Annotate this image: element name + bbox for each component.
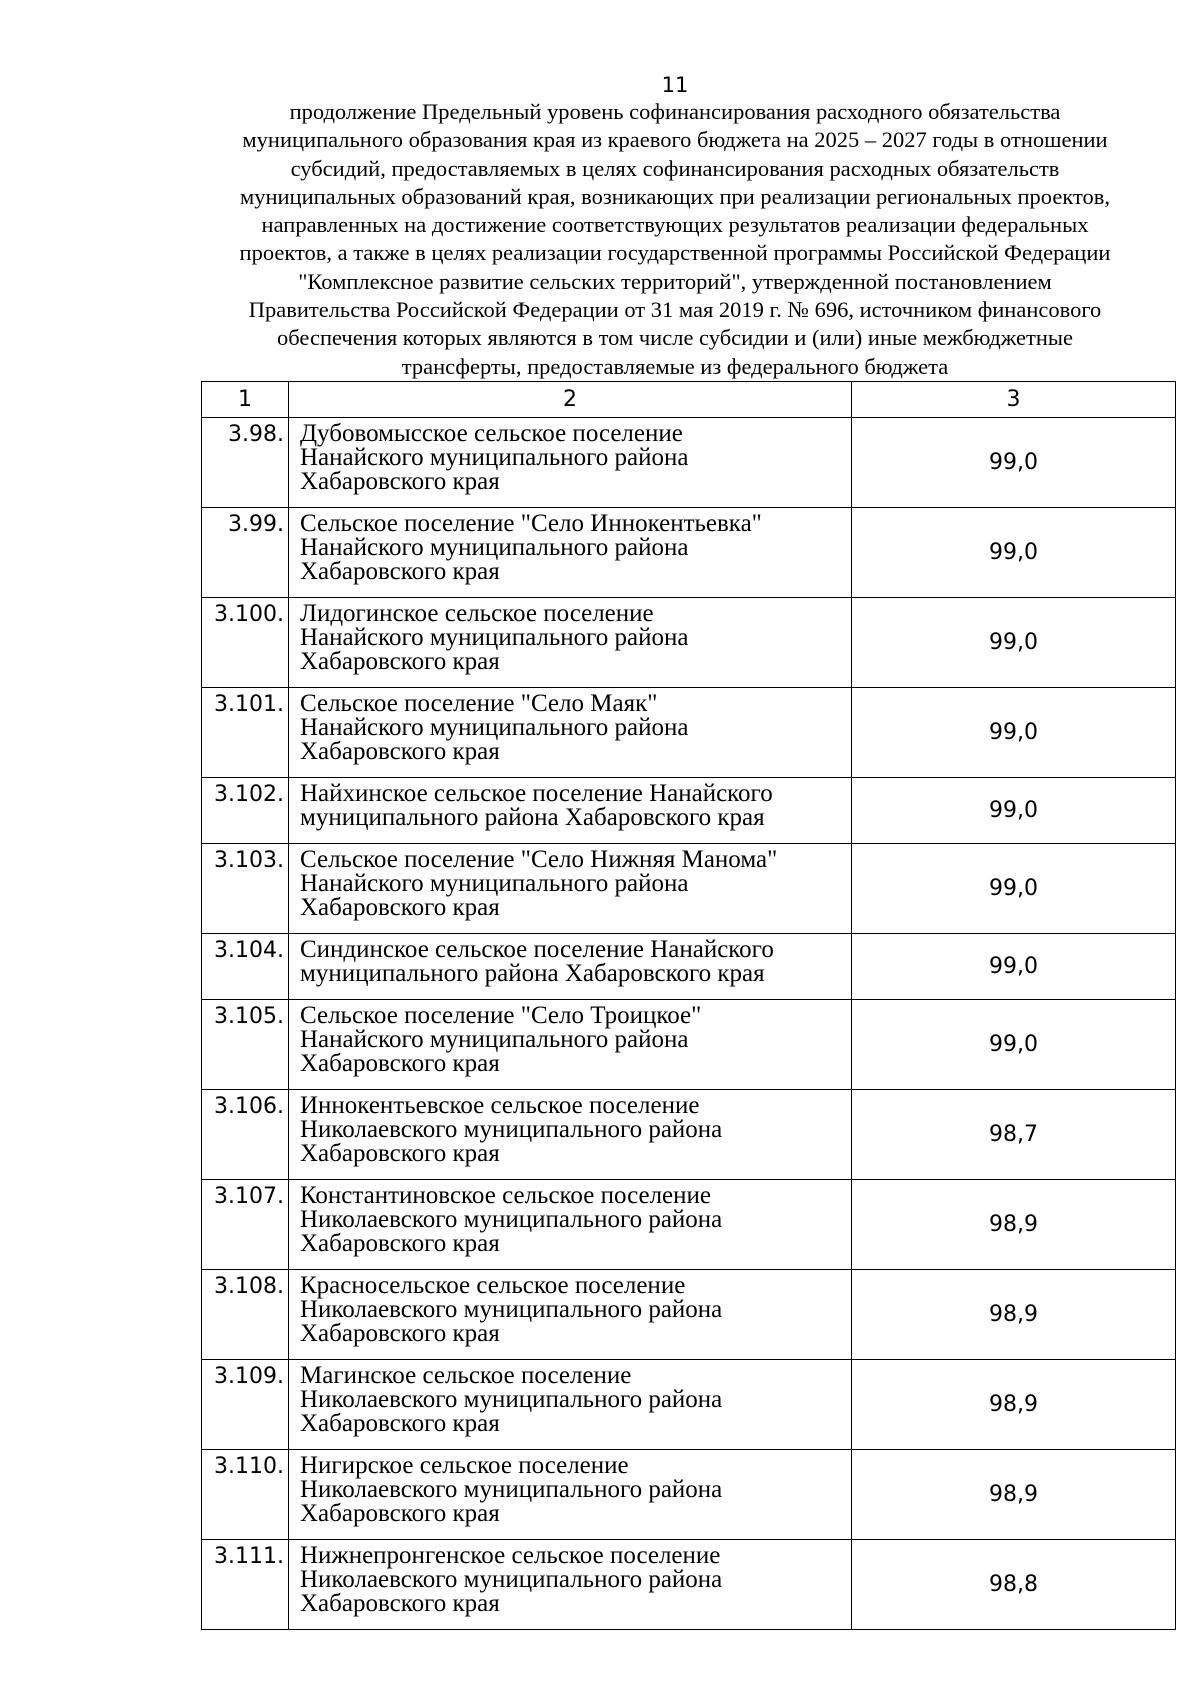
table-row <box>202 508 1176 598</box>
table-row <box>202 844 1176 934</box>
municipality-name <box>289 1000 852 1090</box>
name-line: муниципального района Хабаровского края <box>300 960 765 987</box>
name-line: Нигирское сельское поселение <box>300 1452 629 1479</box>
name-line: Нанайского муниципального района <box>300 534 689 561</box>
row-number: 3.107. <box>202 1180 289 1270</box>
row-number: 3.103. <box>202 844 289 934</box>
table-row <box>202 934 1176 1000</box>
name-line: Николаевского муниципального района <box>300 1386 723 1413</box>
name-line: Николаевского муниципального района <box>300 1296 723 1323</box>
cofinancing-level: 99,0 <box>852 934 1176 1000</box>
name-line: Николаевского муниципального района <box>300 1566 723 1593</box>
municipality-name <box>289 1360 852 1450</box>
table-row <box>202 1540 1176 1630</box>
heading-line: субсидий, предоставляемых в целях софинансирования расходных обязательств <box>290 155 1060 181</box>
name-line: Хабаровского края <box>300 468 500 495</box>
name-line: Хабаровского края <box>300 648 500 675</box>
name-line: Николаевского муниципального района <box>300 1476 723 1503</box>
row-number: 3.99. <box>202 508 289 598</box>
municipality-name <box>289 1180 852 1270</box>
name-line: Сельское поселение "Село Маяк" <box>300 690 658 717</box>
name-line: Дубовомысское сельское поселение <box>300 420 683 447</box>
municipality-name <box>289 1090 852 1180</box>
name-line: Нижнепронгенское сельское поселение <box>300 1542 721 1569</box>
row-number: 3.98. <box>202 418 289 508</box>
name-line: Сельское поселение "Село Троицкое" <box>300 1002 702 1029</box>
cofinancing-level: 99,0 <box>852 844 1176 934</box>
municipality-name <box>289 844 852 934</box>
name-line: Хабаровского края <box>300 1230 500 1257</box>
column-header: 3 <box>852 382 1176 418</box>
name-line: Хабаровского края <box>300 1050 500 1077</box>
row-number: 3.111. <box>202 1540 289 1630</box>
heading-line: направленных на достижение соответствующих результатов реализации федеральных <box>261 212 1089 238</box>
name-line: муниципального района Хабаровского края <box>300 804 765 831</box>
name-line: Синдинское сельское поселение Нанайского <box>300 936 774 963</box>
table-row <box>202 1270 1176 1360</box>
row-number: 3.108. <box>202 1270 289 1360</box>
heading-line: обеспечения которых являются в том числе субсидии и (или) иные межбюджетные <box>277 325 1073 351</box>
heading-line: "Комплексное развитие сельских территорий", утвержденной постановлением <box>298 268 1052 294</box>
table-row <box>202 688 1176 778</box>
municipality-name <box>289 778 852 844</box>
heading-line: трансферты, предоставляемые из федерального бюджета <box>401 353 949 379</box>
table-row <box>202 1450 1176 1540</box>
column-header: 1 <box>202 382 289 418</box>
heading-line: проектов, а также в целях реализации государственной программы Российской Федерации <box>239 240 1111 266</box>
name-line: Хабаровского края <box>300 1590 500 1617</box>
row-number: 3.106. <box>202 1090 289 1180</box>
name-line: Хабаровского края <box>300 1140 500 1167</box>
name-line: Хабаровского края <box>300 894 500 921</box>
cofinancing-level: 99,0 <box>852 1000 1176 1090</box>
page-number: 11 <box>661 73 689 97</box>
name-line: Сельское поселение "Село Иннокентьевка" <box>300 510 762 537</box>
cofinancing-level: 98,9 <box>852 1450 1176 1540</box>
name-line: Николаевского муниципального района <box>300 1116 723 1143</box>
cofinancing-level: 98,7 <box>852 1090 1176 1180</box>
name-line: Нанайского муниципального района <box>300 624 689 651</box>
municipality-name <box>289 1540 852 1630</box>
row-number: 3.110. <box>202 1450 289 1540</box>
row-number: 3.105. <box>202 1000 289 1090</box>
name-line: Магинское сельское поселение <box>300 1362 632 1389</box>
name-line: Хабаровского края <box>300 558 500 585</box>
name-line: Хабаровского края <box>300 738 500 765</box>
table-row <box>202 1000 1176 1090</box>
cofinancing-level: 98,9 <box>852 1360 1176 1450</box>
name-line: Нанайского муниципального района <box>300 870 689 897</box>
cofinancing-level: 99,0 <box>852 778 1176 844</box>
name-line: Константиновское сельское поселение <box>300 1182 711 1209</box>
row-number: 3.104. <box>202 934 289 1000</box>
municipality-name <box>289 1270 852 1360</box>
name-line: Нанайского муниципального района <box>300 714 689 741</box>
cofinancing-level: 99,0 <box>852 418 1176 508</box>
name-line: Иннокентьевское сельское поселение <box>300 1092 700 1119</box>
name-line: Найхинское сельское поселение Нанайского <box>300 780 773 807</box>
heading-line: Правительства Российской Федерации от 31 мая 2019 г. № 696, источником финансового <box>248 297 1102 323</box>
name-line: Хабаровского края <box>300 1500 500 1527</box>
name-line: Красносельское сельское поселение <box>300 1272 686 1299</box>
heading-line: муниципального образования края из краевого бюджета на 2025 – 2027 годы в отношении <box>242 127 1108 153</box>
table-row <box>202 1360 1176 1450</box>
row-number: 3.101. <box>202 688 289 778</box>
municipality-name <box>289 418 852 508</box>
subsidy-table <box>201 381 1176 1630</box>
municipality-name <box>289 598 852 688</box>
municipality-name <box>289 508 852 598</box>
heading-line: муниципальных образований края, возникающих при реализации региональных проектов, <box>239 183 1110 209</box>
cofinancing-level: 99,0 <box>852 598 1176 688</box>
name-line: Хабаровского края <box>300 1320 500 1347</box>
row-number: 3.100. <box>202 598 289 688</box>
cofinancing-level: 99,0 <box>852 508 1176 598</box>
row-number: 3.109. <box>202 1360 289 1450</box>
municipality-name <box>289 688 852 778</box>
table-header-row <box>202 382 1176 418</box>
cofinancing-level: 98,9 <box>852 1270 1176 1360</box>
name-line: Хабаровского края <box>300 1410 500 1437</box>
municipality-name <box>289 1450 852 1540</box>
table-row <box>202 778 1176 844</box>
table-row <box>202 1180 1176 1270</box>
column-header: 2 <box>289 382 852 418</box>
name-line: Нанайского муниципального района <box>300 1026 689 1053</box>
document-heading <box>160 98 1190 381</box>
cofinancing-level: 98,9 <box>852 1180 1176 1270</box>
row-number: 3.102. <box>202 778 289 844</box>
municipality-name <box>289 934 852 1000</box>
name-line: Николаевского муниципального района <box>300 1206 723 1233</box>
heading-line: продолжение Предельный уровень софинансирования расходного обязательства <box>289 99 1061 124</box>
cofinancing-level: 98,8 <box>852 1540 1176 1630</box>
name-line: Нанайского муниципального района <box>300 444 689 471</box>
table-row <box>202 418 1176 508</box>
name-line: Лидогинское сельское поселение <box>300 600 654 627</box>
table-row <box>202 598 1176 688</box>
name-line: Сельское поселение "Село Нижняя Манома" <box>300 846 778 873</box>
table-row <box>202 1090 1176 1180</box>
cofinancing-level: 99,0 <box>852 688 1176 778</box>
